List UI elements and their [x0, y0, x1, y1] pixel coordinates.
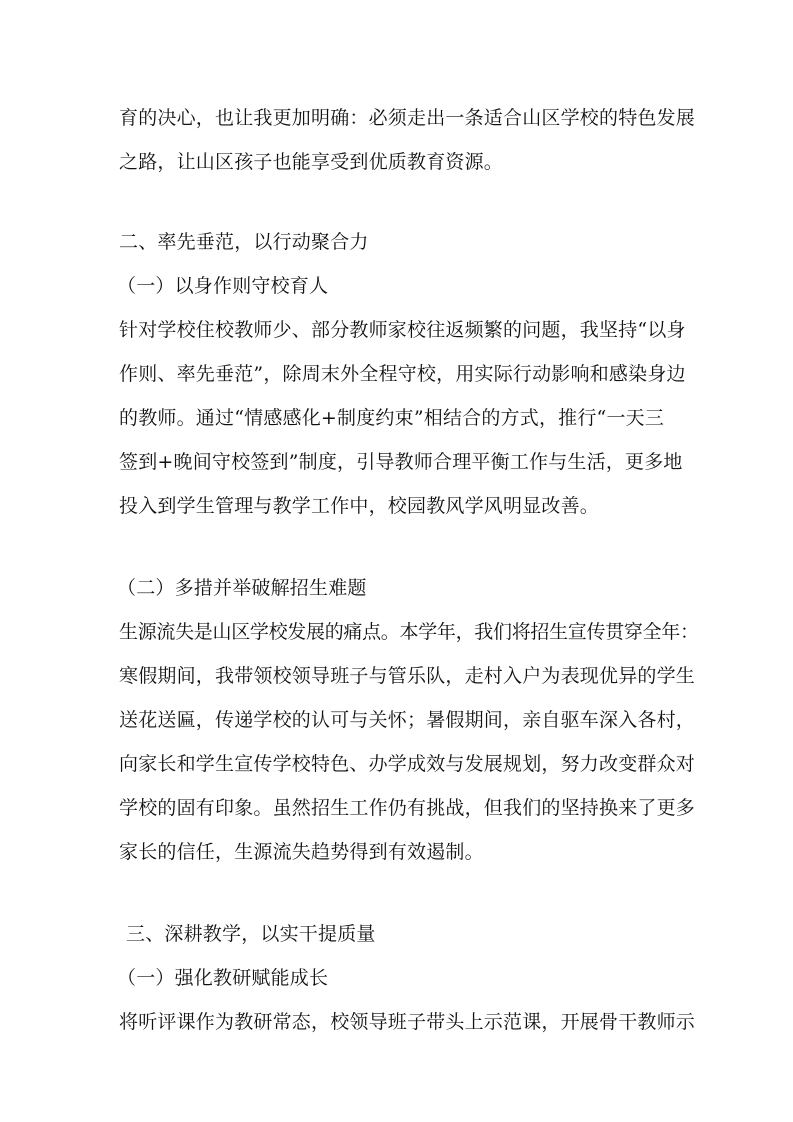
section-2-sub-1-heading: （一）以身作则守校育人 [117, 275, 329, 297]
section-2-sub-1-line-1: 针对学校住校教师少、部分教师家校往返频繁的问题，我坚持“以身 [119, 319, 686, 341]
intro-line-2: 之路，让山区孩子也能享受到优质教育资源。 [119, 151, 504, 173]
section-2-sub-1-line-2: 作则、率先垂范”，除周末外全程守校，用实际行动影响和感染身边 [119, 363, 686, 385]
section-2-sub-1-line-4: 签到+晚间守校签到”制度，引导教师合理平衡工作与生活，更多地 [119, 451, 683, 473]
section-2-sub-1-line-5: 投入到学生管理与教学工作中，校园教风学风明显改善。 [119, 495, 600, 517]
section-2-sub-2-heading: （二）多措并举破解招生难题 [117, 577, 367, 599]
section-3-heading: 三、深耕教学，以实干提质量 [126, 923, 376, 945]
section-2-sub-2-line-1: 生源流失是山区学校发展的痛点。本学年，我们将招生宣传贯穿全年： [119, 621, 699, 643]
section-2-sub-2-line-6: 家长的信任，生源流失趋势得到有效遏制。 [119, 841, 484, 863]
section-2-sub-2-line-5: 学校的固有印象。虽然招生工作仍有挑战，但我们的坚持换来了更多 [119, 797, 696, 819]
section-3-sub-1-line-1: 将听评课作为教研常态，校领导班子带头上示范课，开展骨干教师示 [119, 1011, 696, 1033]
section-2-heading: 二、率先垂范，以行动聚合力 [119, 231, 369, 253]
section-2-sub-2-line-2: 寒假期间，我带领校领导班子与管乐队，走村入户为表现优异的学生 [119, 665, 696, 687]
section-2-sub-1-line-3: 的教师。通过“情感感化+制度约束”相结合的方式，推行“一天三 [119, 407, 665, 429]
section-3-sub-1-heading: （一）强化教研赋能成长 [117, 967, 329, 989]
section-2-sub-2-line-4: 向家长和学生宣传学校特色、办学成效与发展规划，努力改变群众对 [119, 753, 696, 775]
intro-line-1: 育的决心，也让我更加明确：必须走出一条适合山区学校的特色发展 [119, 107, 696, 129]
section-2-sub-2-line-3: 送花送匾，传递学校的认可与关怀；暑假期间，亲自驱车深入各村， [119, 709, 696, 731]
